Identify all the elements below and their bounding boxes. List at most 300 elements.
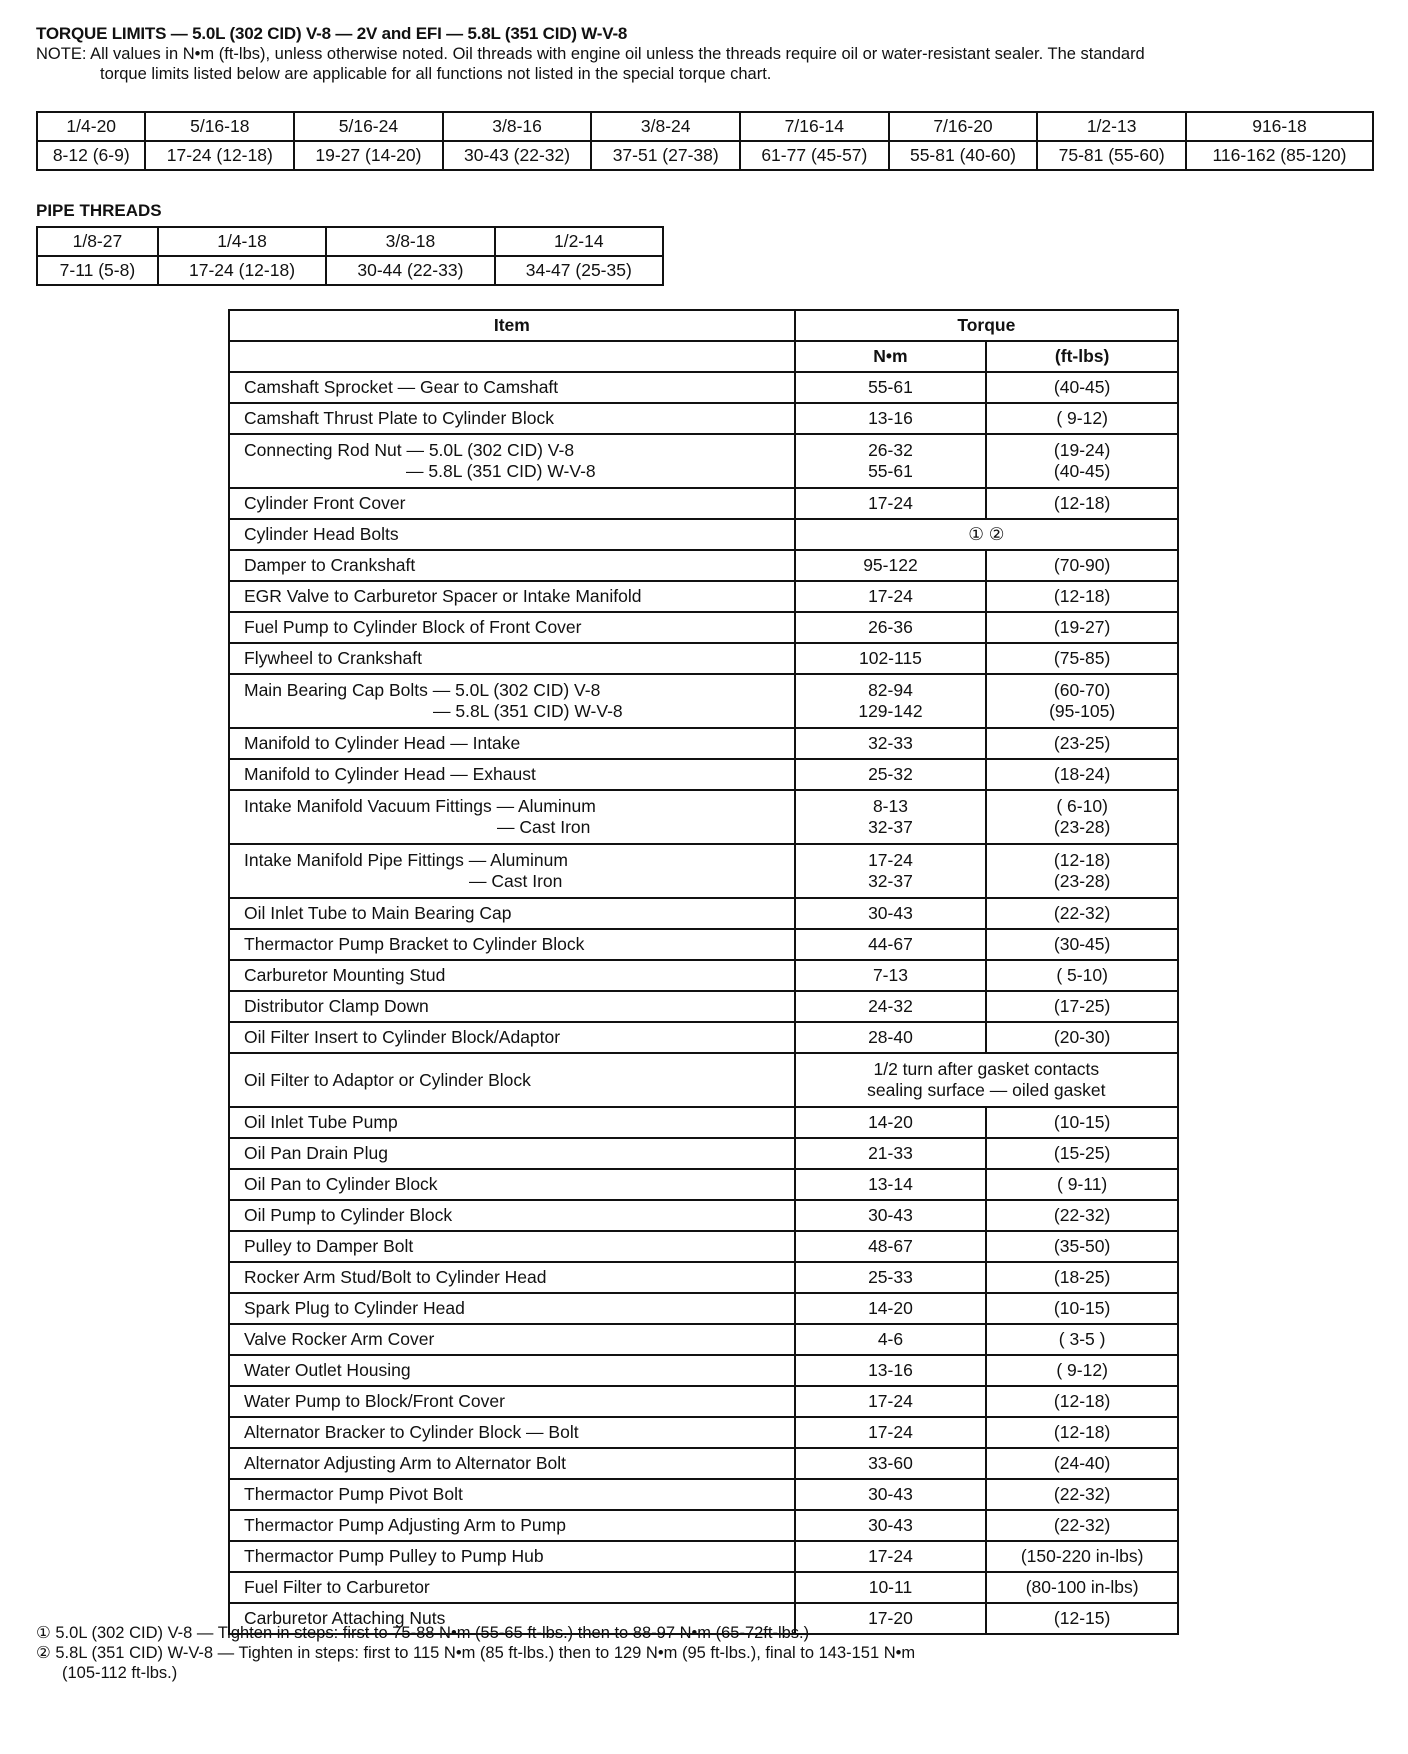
thread-size-cell: 5/16-24	[294, 112, 443, 141]
pipe-sizes-row	[37, 227, 663, 256]
nm-value-cell	[795, 1200, 987, 1231]
item-line: Distributor Clamp Down	[244, 996, 429, 1017]
ftlbs-value: (24-40)	[1053, 1453, 1111, 1474]
table-row	[229, 1510, 1178, 1541]
nm-value: 32-37	[868, 817, 913, 837]
nm-value-cell	[795, 844, 987, 898]
ftlbs-value-cell	[986, 1022, 1178, 1053]
item-line: Fuel Pump to Cylinder Block of Front Cover	[244, 617, 582, 638]
item-line: Flywheel to Crankshaft	[244, 648, 422, 669]
ftlbs-value: (22-32)	[1053, 1205, 1111, 1226]
table-row	[229, 1541, 1178, 1572]
special-torque-table	[228, 309, 1179, 1635]
item-cell	[229, 1572, 795, 1603]
footnote-2: ② 5.8L (351 CID) W-V-8 — Tighten in steps: first to 115 N•m (85 ft-lbs.) then to 129 N•m (95 ft-lbs.), final to 143-151 N•m	[36, 1643, 916, 1662]
nm-value: 33-60	[868, 1453, 913, 1474]
item-line: Intake Manifold Vacuum Fittings — Aluminum	[244, 796, 596, 817]
item-line: Thermactor Pump Pulley to Pump Hub	[244, 1546, 544, 1567]
ftlbs-value-cell	[986, 1231, 1178, 1262]
item-cell	[229, 488, 795, 519]
item-line: Thermactor Pump Pivot Bolt	[244, 1484, 463, 1505]
item-cell	[229, 519, 795, 550]
thread-size-cell: 916-18	[1186, 112, 1373, 141]
nm-value-cell	[795, 1138, 987, 1169]
nm-value: 8-13	[872, 796, 908, 817]
standard-torque-table	[36, 111, 1374, 171]
thread-size-cell: 7/16-14	[740, 112, 889, 141]
nm-value: 32-33	[868, 733, 913, 754]
ftlbs-value: (80-100 in-lbs)	[1025, 1577, 1139, 1598]
item-cell	[229, 550, 795, 581]
table-row	[229, 844, 1178, 898]
ftlbs-value-cell	[986, 1479, 1178, 1510]
nm-value-cell	[795, 1262, 987, 1293]
nm-value: 13-14	[868, 1174, 913, 1195]
ftlbs-value: (150-220 in-lbs)	[1020, 1546, 1144, 1567]
torque-value-cell: 75-81 (55-60)	[1037, 141, 1186, 170]
torque-value-cell: 116-162 (85-120)	[1186, 141, 1373, 170]
ftlbs-value: (12-18)	[1053, 850, 1111, 871]
pipe-threads-table	[36, 226, 664, 286]
ftlbs-value: ( 5-10)	[1056, 965, 1108, 986]
item-line: — 5.8L (351 CID) W-V-8	[406, 461, 596, 481]
ftlbs-value-cell	[986, 1262, 1178, 1293]
ftlbs-value: (10-15)	[1053, 1298, 1111, 1319]
ftlbs-value-cell	[986, 403, 1178, 434]
ftlbs-value: (19-24)	[1053, 440, 1111, 461]
table-row	[229, 372, 1178, 403]
ftlbs-value-cell	[986, 1138, 1178, 1169]
torque-value-cell: 19-27 (14-20)	[294, 141, 443, 170]
item-cell	[229, 372, 795, 403]
table-row	[229, 1448, 1178, 1479]
ftlbs-value-cell	[986, 844, 1178, 898]
ftlbs-value: (19-27)	[1053, 617, 1111, 638]
torque-value-cell: 55-81 (40-60)	[889, 141, 1038, 170]
nm-value-cell	[795, 1293, 987, 1324]
item-line: — Cast Iron	[497, 817, 591, 837]
nm-value: 30-43	[868, 1205, 913, 1226]
table-row	[229, 581, 1178, 612]
ftlbs-value-cell	[986, 643, 1178, 674]
nm-value-cell	[795, 643, 987, 674]
ftlbs-value-cell	[986, 1107, 1178, 1138]
table-row	[229, 1479, 1178, 1510]
table-row	[229, 1417, 1178, 1448]
item-line: Spark Plug to Cylinder Head	[244, 1298, 465, 1319]
nm-value: 26-36	[868, 617, 913, 638]
nm-value-cell	[795, 403, 987, 434]
torque-header: Torque	[795, 310, 1178, 341]
item-line: — Cast Iron	[469, 871, 563, 891]
nm-value: 21-33	[868, 1143, 913, 1164]
table-row	[229, 1138, 1178, 1169]
item-line: Oil Filter to Adaptor or Cylinder Block	[244, 1069, 531, 1090]
table-row	[229, 1169, 1178, 1200]
item-cell	[229, 1324, 795, 1355]
nm-value: 17-24	[868, 850, 913, 871]
ftlbs-value: (95-105)	[1049, 701, 1116, 721]
item-cell	[229, 991, 795, 1022]
pipe-value-cell: 7-11 (5-8)	[37, 256, 158, 285]
ftlbs-value-cell	[986, 1386, 1178, 1417]
item-header: Item	[229, 310, 795, 341]
item-line: Carburetor Mounting Stud	[244, 965, 446, 986]
nm-value: 10-11	[868, 1577, 913, 1598]
ftlbs-value: (40-45)	[1053, 377, 1111, 398]
item-line: — 5.8L (351 CID) W-V-8	[433, 701, 623, 721]
item-line: Cylinder Front Cover	[244, 493, 406, 514]
nm-value-cell	[795, 488, 987, 519]
ftlbs-value-cell	[986, 372, 1178, 403]
ftlbs-value: (23-28)	[1053, 871, 1111, 891]
nm-value: 13-16	[868, 408, 913, 429]
nm-value: 24-32	[868, 996, 913, 1017]
ftlbs-value: (23-28)	[1053, 817, 1111, 837]
nm-value: 4-6	[877, 1329, 904, 1350]
item-line: Camshaft Sprocket — Gear to Camshaft	[244, 377, 559, 398]
nm-value-cell	[795, 434, 987, 488]
nm-value: 14-20	[868, 1298, 913, 1319]
item-line: Oil Pan Drain Plug	[244, 1143, 388, 1164]
standard-values-row	[37, 141, 1373, 170]
ftlbs-header: (ft-lbs)	[986, 341, 1178, 372]
nm-value: 55-61	[868, 461, 913, 481]
item-line: Fuel Filter to Carburetor	[244, 1577, 430, 1598]
nm-value: 30-43	[868, 1484, 913, 1505]
item-cell	[229, 612, 795, 643]
table-row	[229, 790, 1178, 844]
item-line: Oil Pump to Cylinder Block	[244, 1205, 453, 1226]
item-cell	[229, 759, 795, 790]
nm-value-cell	[795, 1479, 987, 1510]
table-row	[229, 550, 1178, 581]
nm-value: 28-40	[868, 1027, 913, 1048]
table-row	[229, 1324, 1178, 1355]
pipe-value-cell: 30-44 (22-33)	[326, 256, 494, 285]
ftlbs-value: (70-90)	[1053, 555, 1111, 576]
item-line: Oil Pan to Cylinder Block	[244, 1174, 438, 1195]
nm-value-cell	[795, 790, 987, 844]
item-cell	[229, 898, 795, 929]
table-row	[229, 1022, 1178, 1053]
pipe-size-cell: 1/8-27	[37, 227, 158, 256]
ftlbs-value: (75-85)	[1053, 648, 1111, 669]
nm-value-cell	[795, 1107, 987, 1138]
nm-value-cell	[795, 1510, 987, 1541]
ftlbs-value: (18-24)	[1053, 764, 1111, 785]
ftlbs-value-cell	[986, 1200, 1178, 1231]
nm-value-cell	[795, 1324, 987, 1355]
nm-value: 95-122	[863, 555, 918, 576]
item-line: Oil Filter Insert to Cylinder Block/Adaptor	[244, 1027, 561, 1048]
table-row	[229, 1107, 1178, 1138]
item-line: Cylinder Head Bolts	[244, 524, 399, 545]
table-row	[229, 1572, 1178, 1603]
torque-span-line: 1/2 turn after gasket contacts	[873, 1059, 1100, 1080]
nm-value-cell	[795, 1022, 987, 1053]
note-line-2: torque limits listed below are applicable for all functions not listed in the special torque chart.	[100, 65, 772, 84]
nm-value-cell	[795, 1169, 987, 1200]
ftlbs-value-cell	[986, 1293, 1178, 1324]
spec-body	[229, 372, 1178, 1634]
ftlbs-value-cell	[986, 790, 1178, 844]
ftlbs-value: (35-50)	[1053, 1236, 1111, 1257]
torque-value-cell: 37-51 (27-38)	[591, 141, 740, 170]
item-cell	[229, 929, 795, 960]
ftlbs-value-cell	[986, 728, 1178, 759]
table-row	[229, 612, 1178, 643]
thread-size-cell: 1/4-20	[37, 112, 145, 141]
table-row	[229, 488, 1178, 519]
ftlbs-value: ( 9-12)	[1056, 408, 1108, 429]
nm-value: 17-24	[868, 1391, 913, 1412]
spec-header-row	[229, 310, 1178, 341]
item-cell	[229, 643, 795, 674]
item-line: Main Bearing Cap Bolts — 5.0L (302 CID) V-8	[244, 680, 601, 701]
item-line: EGR Valve to Carburetor Spacer or Intake Manifold	[244, 586, 642, 607]
nm-value-cell	[795, 960, 987, 991]
table-row	[229, 643, 1178, 674]
torque-span-cell: ① ②	[795, 519, 1178, 550]
item-cell	[229, 790, 795, 844]
nm-value: 48-67	[868, 1236, 913, 1257]
table-row	[229, 991, 1178, 1022]
torque-span-cell	[795, 1053, 1178, 1107]
table-row	[229, 519, 1178, 550]
item-line: Oil Inlet Tube to Main Bearing Cap	[244, 903, 512, 924]
item-line: Water Outlet Housing	[244, 1360, 411, 1381]
item-cell	[229, 1231, 795, 1262]
pipe-values-row	[37, 256, 663, 285]
nm-value-cell	[795, 1355, 987, 1386]
item-line: Thermactor Pump Adjusting Arm to Pump	[244, 1515, 566, 1536]
nm-value: 14-20	[868, 1112, 913, 1133]
nm-value-cell	[795, 581, 987, 612]
ftlbs-value: (40-45)	[1053, 461, 1111, 481]
pipe-value-cell: 34-47 (25-35)	[495, 256, 663, 285]
footnotes	[36, 1624, 1376, 1683]
item-cell	[229, 674, 795, 728]
ftlbs-value-cell	[986, 581, 1178, 612]
nm-value-cell	[795, 759, 987, 790]
pipe-size-cell: 1/2-14	[495, 227, 663, 256]
nm-value-cell	[795, 1572, 987, 1603]
item-cell	[229, 1510, 795, 1541]
ftlbs-value: ( 9-11)	[1057, 1174, 1108, 1195]
item-line: Intake Manifold Pipe Fittings — Aluminum	[244, 850, 568, 871]
table-row	[229, 1293, 1178, 1324]
page-title: TORQUE LIMITS — 5.0L (302 CID) V-8 — 2V and EFI — 5.8L (351 CID) W-V-8	[36, 24, 628, 43]
nm-value-cell	[795, 1417, 987, 1448]
ftlbs-value-cell	[986, 674, 1178, 728]
ftlbs-value-cell	[986, 1541, 1178, 1572]
item-line: Manifold to Cylinder Head — Intake	[244, 733, 521, 754]
item-cell	[229, 434, 795, 488]
item-line: Manifold to Cylinder Head — Exhaust	[244, 764, 536, 785]
note-line-1: NOTE: All values in N•m (ft-lbs), unless otherwise noted. Oil threads with engine oil unless the threads require oil or water-resistant sealer. The standard	[36, 45, 1145, 63]
table-row	[229, 1355, 1178, 1386]
item-cell	[229, 728, 795, 759]
nm-value-cell	[795, 898, 987, 929]
torque-value-cell: 8-12 (6-9)	[37, 141, 145, 170]
item-subheader-blank	[229, 341, 795, 372]
item-line: Connecting Rod Nut — 5.0L (302 CID) V-8	[244, 440, 575, 461]
standard-sizes-row	[37, 112, 1373, 141]
item-cell	[229, 1293, 795, 1324]
nm-value: 17-24	[868, 1422, 913, 1443]
footnote-2-continued: (105-112 ft-lbs.)	[62, 1663, 178, 1682]
item-cell	[229, 960, 795, 991]
nm-value-cell	[795, 1231, 987, 1262]
ftlbs-value-cell	[986, 759, 1178, 790]
nm-value-cell	[795, 674, 987, 728]
ftlbs-value: (60-70)	[1053, 680, 1111, 701]
table-row	[229, 1386, 1178, 1417]
table-row	[229, 1053, 1178, 1107]
ftlbs-value-cell	[986, 1510, 1178, 1541]
nm-value: 129-142	[858, 701, 923, 721]
ftlbs-value-cell	[986, 1417, 1178, 1448]
ftlbs-value: (23-25)	[1053, 733, 1111, 754]
table-row	[229, 434, 1178, 488]
table-row	[229, 759, 1178, 790]
item-cell	[229, 581, 795, 612]
ftlbs-value-cell	[986, 991, 1178, 1022]
spec-subheader-row	[229, 341, 1178, 372]
torque-value-cell: 30-43 (22-32)	[443, 141, 592, 170]
nm-value: 44-67	[868, 934, 913, 955]
ftlbs-value: ( 3-5 )	[1058, 1329, 1106, 1350]
table-row	[229, 1231, 1178, 1262]
pipe-size-cell: 1/4-18	[158, 227, 326, 256]
nm-value: 30-43	[868, 903, 913, 924]
ftlbs-value: (12-18)	[1053, 1422, 1111, 1443]
nm-value: 17-24	[868, 586, 913, 607]
item-cell	[229, 1448, 795, 1479]
item-line: Rocker Arm Stud/Bolt to Cylinder Head	[244, 1267, 547, 1288]
item-cell	[229, 1200, 795, 1231]
table-row	[229, 674, 1178, 728]
nm-value: 25-33	[868, 1267, 913, 1288]
nm-value-cell	[795, 612, 987, 643]
ftlbs-value-cell	[986, 1448, 1178, 1479]
nm-value: 55-61	[868, 377, 913, 398]
thread-size-cell: 1/2-13	[1037, 112, 1186, 141]
nm-value: 17-24	[868, 1546, 913, 1567]
ftlbs-value-cell	[986, 929, 1178, 960]
item-line: Carburetor Attaching Nuts	[244, 1608, 446, 1629]
torque-span-line: sealing surface — oiled gasket	[867, 1080, 1106, 1100]
ftlbs-value: (30-45)	[1053, 934, 1111, 955]
ftlbs-value: (22-32)	[1053, 903, 1111, 924]
nm-value-cell	[795, 1541, 987, 1572]
ftlbs-value: (10-15)	[1053, 1112, 1111, 1133]
item-line: Oil Inlet Tube Pump	[244, 1112, 398, 1133]
ftlbs-value: (12-18)	[1053, 586, 1111, 607]
table-row	[229, 1200, 1178, 1231]
item-cell	[229, 1355, 795, 1386]
item-line: Alternator Bracker to Cylinder Block — Bolt	[244, 1422, 579, 1443]
ftlbs-value: (12-18)	[1053, 1391, 1111, 1412]
nm-value: 7-13	[872, 965, 908, 986]
nm-value: 17-20	[868, 1608, 913, 1629]
ftlbs-value-cell	[986, 434, 1178, 488]
ftlbs-value-cell	[986, 1572, 1178, 1603]
item-line: Pulley to Damper Bolt	[244, 1236, 414, 1257]
thread-size-cell: 5/16-18	[145, 112, 294, 141]
ftlbs-value: (12-15)	[1053, 1608, 1111, 1629]
nm-value-cell	[795, 991, 987, 1022]
ftlbs-value: (22-32)	[1053, 1515, 1111, 1536]
item-cell	[229, 1138, 795, 1169]
table-row	[229, 929, 1178, 960]
ftlbs-value-cell	[986, 612, 1178, 643]
ftlbs-value: (17-25)	[1053, 996, 1111, 1017]
ftlbs-value: ( 9-12)	[1056, 1360, 1108, 1381]
pipe-threads-title: PIPE THREADS	[36, 201, 162, 220]
nm-value: 30-43	[868, 1515, 913, 1536]
nm-value: 25-32	[868, 764, 913, 785]
thread-size-cell: 7/16-20	[889, 112, 1038, 141]
item-cell	[229, 1262, 795, 1293]
pipe-size-cell: 3/8-18	[326, 227, 494, 256]
table-row	[229, 728, 1178, 759]
torque-value-cell: 61-77 (45-57)	[740, 141, 889, 170]
table-row	[229, 898, 1178, 929]
nm-value-cell	[795, 929, 987, 960]
item-cell	[229, 1107, 795, 1138]
thread-size-cell: 3/8-16	[443, 112, 592, 141]
ftlbs-value-cell	[986, 1324, 1178, 1355]
nm-value-cell	[795, 550, 987, 581]
item-line: Thermactor Pump Bracket to Cylinder Block	[244, 934, 585, 955]
nm-value-cell	[795, 728, 987, 759]
item-line: Camshaft Thrust Plate to Cylinder Block	[244, 408, 554, 429]
ftlbs-value-cell	[986, 898, 1178, 929]
nm-value-cell	[795, 1448, 987, 1479]
item-line: Water Pump to Block/Front Cover	[244, 1391, 505, 1412]
nm-value: 13-16	[868, 1360, 913, 1381]
ftlbs-value: (12-18)	[1053, 493, 1111, 514]
item-cell	[229, 1479, 795, 1510]
item-cell	[229, 1053, 795, 1107]
thread-size-cell: 3/8-24	[591, 112, 740, 141]
item-cell	[229, 844, 795, 898]
ftlbs-value-cell	[986, 550, 1178, 581]
ftlbs-value: ( 6-10)	[1056, 796, 1108, 817]
item-line: Valve Rocker Arm Cover	[244, 1329, 435, 1350]
ftlbs-value: (18-25)	[1053, 1267, 1111, 1288]
nm-value: 102-115	[858, 648, 922, 669]
ftlbs-value-cell	[986, 960, 1178, 991]
ftlbs-value-cell	[986, 1169, 1178, 1200]
ftlbs-value-cell	[986, 1355, 1178, 1386]
nm-header: N•m	[795, 341, 987, 372]
item-line: Alternator Adjusting Arm to Alternator Bolt	[244, 1453, 566, 1474]
torque-value-cell: 17-24 (12-18)	[145, 141, 294, 170]
nm-value: 32-37	[868, 871, 913, 891]
ftlbs-value: (15-25)	[1053, 1143, 1111, 1164]
item-line: Damper to Crankshaft	[244, 555, 416, 576]
table-row	[229, 960, 1178, 991]
note-paragraph	[36, 44, 1336, 84]
item-cell	[229, 1386, 795, 1417]
footnote-1: ① 5.0L (302 CID) V-8 — Tighten in steps: first to 75-88 N•m (55-65 ft-lbs.) then to 88-97 N•m (65-72ft-lbs.)	[36, 1624, 810, 1642]
pipe-value-cell: 17-24 (12-18)	[158, 256, 326, 285]
nm-value: 26-32	[868, 440, 913, 461]
ftlbs-value: (20-30)	[1053, 1027, 1111, 1048]
